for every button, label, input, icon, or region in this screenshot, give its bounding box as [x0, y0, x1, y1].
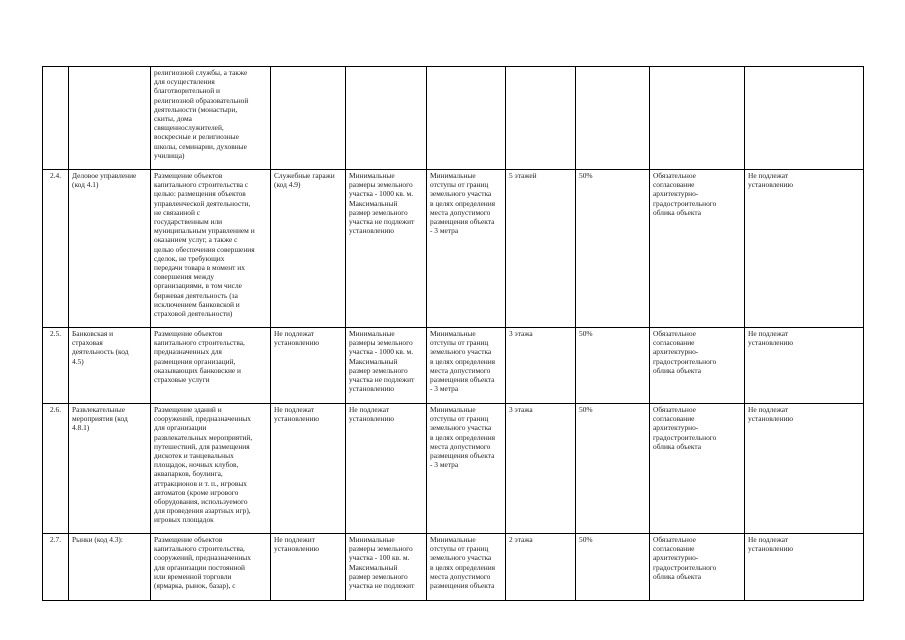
setback-cell: Минимальные отступы от границ земельного участка в целях определения места допустимого размещения объекта - 3 метра — [427, 170, 506, 328]
table-row — [43, 534, 864, 601]
approval-cell — [650, 67, 745, 170]
floors-cell: 3 этажа — [506, 404, 576, 534]
setback-cell: Минимальные отступы от границ земельного участка в целях определения места допустимого размещения объекта - 3 метра — [427, 328, 506, 404]
use-description-cell: Размещение объектов капитального строительства, предназначенных для размещения организаций, оказывающих банковские и страховые услуги — [151, 328, 271, 404]
use-type-cell: Банковская и страховая деятельность (код 4.5) — [69, 328, 151, 404]
floors-cell: 2 этажа — [506, 534, 576, 601]
auxiliary-use-cell: Не подлежат установлению — [271, 404, 346, 534]
coverage-cell — [576, 67, 650, 170]
use-type-cell — [69, 67, 151, 170]
setback-cell: Минимальные отступы от границ земельного участка в целях определения места допустимого размещения объекта — [427, 534, 506, 601]
other-params-cell: Не подлежат установлению — [745, 404, 864, 534]
row-number-cell: 2.6. — [43, 404, 69, 534]
floors-cell: 5 этажей — [506, 170, 576, 328]
other-params-cell: Не подлежат установлению — [745, 170, 864, 328]
coverage-cell: 50% — [576, 328, 650, 404]
table-row — [43, 404, 864, 534]
auxiliary-use-cell — [271, 67, 346, 170]
table-row — [43, 67, 864, 170]
land-use-regulations-table — [42, 66, 864, 601]
plot-size-cell: Не подлежат установлению — [346, 404, 427, 534]
approval-cell: Обязательное согласование архитектурно- градостроительного облика объекта — [650, 534, 745, 601]
use-description-cell: Размещение объектов капитального строительства, сооружений, предназначенных для организации постоянной или временной торговли (ярмарка, рынок, базар), с — [151, 534, 271, 601]
setback-cell — [427, 67, 506, 170]
row-number-cell: 2.4. — [43, 170, 69, 328]
auxiliary-use-cell: Не подлежит установлению — [271, 534, 346, 601]
use-description-cell: Размещение зданий и сооружений, предназначенных для организации развлекательных мероприятий, путешествий, для размещения дискотек и танцевальных площадок, ночных клубов, аквапарков, боулинга, аттракционов и т. п., игровых автоматов (кроме игрового оборудования, используемого для проведения азартных игр), игровых площадок — [151, 404, 271, 534]
plot-size-cell: Минимальные размеры земельного участка - 1000 кв. м. Максимальный размер земельного участка не подлежит установлению — [346, 170, 427, 328]
plot-size-cell: Минимальные размеры земельного участка - 100 кв. м. Максимальный размер земельного участка не подлежит — [346, 534, 427, 601]
setback-cell: Минимальные отступы от границ земельного участка в целях определения места допустимого размещения объекта - 3 метра — [427, 404, 506, 534]
plot-size-cell — [346, 67, 427, 170]
floors-cell — [506, 67, 576, 170]
row-number-cell — [43, 67, 69, 170]
table-row — [43, 170, 864, 328]
approval-cell: Обязательное согласование архитектурно- градостроительного облика объекта — [650, 404, 745, 534]
other-params-cell: Не подлежат установлению — [745, 328, 864, 404]
row-number-cell: 2.5. — [43, 328, 69, 404]
approval-cell: Обязательное согласование архитектурно- градостроительного облика объекта — [650, 170, 745, 328]
use-type-cell: Деловое управление (код 4.1) — [69, 170, 151, 328]
coverage-cell: 50% — [576, 170, 650, 328]
auxiliary-use-cell: Служебные гаражи (код 4.9) — [271, 170, 346, 328]
use-type-cell: Развлекательные мероприятия (код 4.8.1) — [69, 404, 151, 534]
use-description-cell: религиозной службы, а также для осуществления благотворительной и религиозной образовательной деятельности (монастыри, скиты, дома священнослужителей, воскресные и религиозные школы, семинарии, духовные училища) — [151, 67, 271, 170]
use-description-cell: Размещение объектов капитального строительства с целью: размещения объектов управленческой деятельности, не связанной с государственным или муниципальным управлением и оказанием услуг, а также с целью обеспечения совершения сделок, не требующих передачи товара в момент их совершения между организациями, в том числе биржевая деятельность (за исключением банковской и страховой деятельности) — [151, 170, 271, 328]
coverage-cell: 50% — [576, 404, 650, 534]
auxiliary-use-cell: Не подлежат установлению — [271, 328, 346, 404]
use-type-cell: Рынки (код 4.3): — [69, 534, 151, 601]
other-params-cell: Не подлежат установлению — [745, 534, 864, 601]
row-number-cell: 2.7. — [43, 534, 69, 601]
other-params-cell — [745, 67, 864, 170]
coverage-cell: 50% — [576, 534, 650, 601]
floors-cell: 3 этажа — [506, 328, 576, 404]
plot-size-cell: Минимальные размеры земельного участка - 1000 кв. м. Максимальный размер земельного участка не подлежит установлению — [346, 328, 427, 404]
approval-cell: Обязательное согласование архитектурно- градостроительного облика объекта — [650, 328, 745, 404]
table-row — [43, 328, 864, 404]
